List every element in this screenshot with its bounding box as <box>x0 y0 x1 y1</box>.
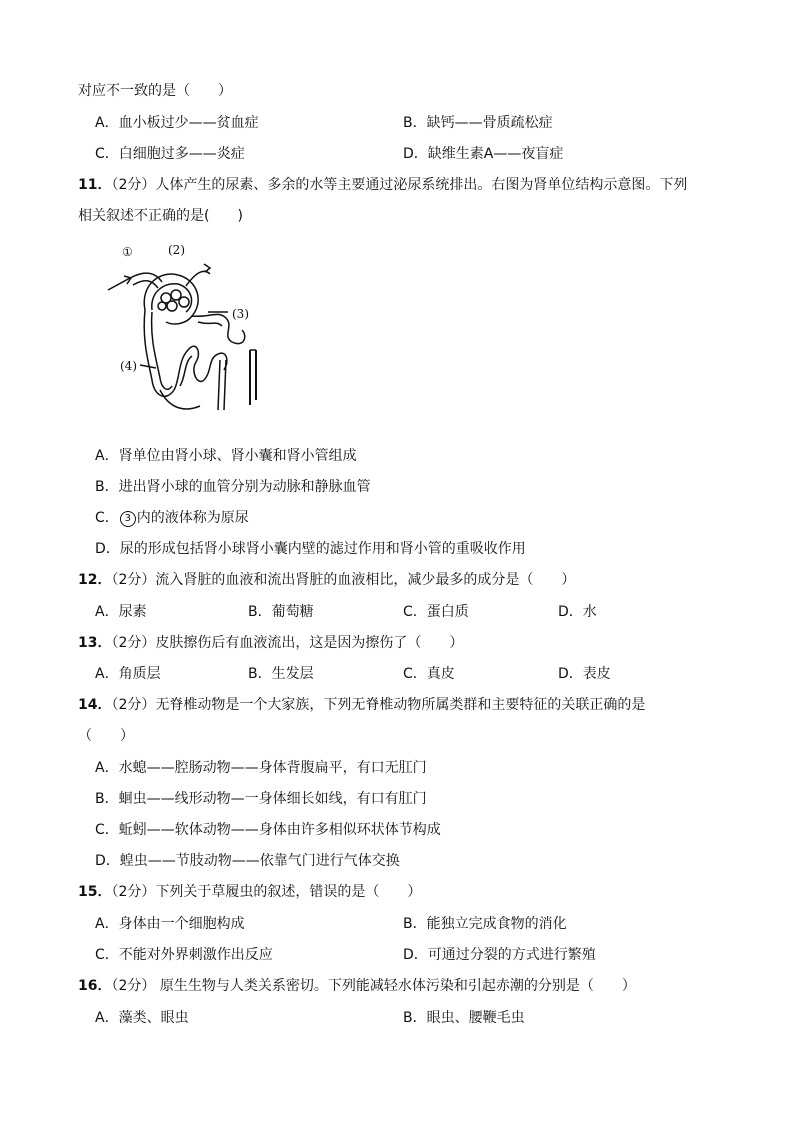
q13-stem <box>78 634 463 652</box>
q15-option-d: D．可通过分裂的方式进行繁殖 <box>403 947 596 963</box>
q11-option-a: A．肾单位由肾小球、肾小囊和肾小管组成 <box>95 448 357 464</box>
q12-option-b: B．葡萄糖 <box>248 604 314 620</box>
q11-option-b: B．进出肾小球的血管分别为动脉和静脉血管 <box>95 479 371 495</box>
label-4-pointer <box>140 365 156 368</box>
figure-label-4: (4) <box>120 359 137 373</box>
q16-number: 16． <box>78 978 112 994</box>
q10-option-a: A．血小板过少——贫血症 <box>95 115 259 131</box>
q14-option-b: B．蛔虫——线形动物—一身体细长如线，有口有肛门 <box>95 791 427 807</box>
q11-option-c <box>95 509 249 527</box>
q10-option-c: C．白细胞过多——炎症 <box>95 146 245 162</box>
q16-option-b: B．眼虫、腰鞭毛虫 <box>403 1010 525 1026</box>
q14-option-a: A．水螅——腔肠动物——身体背腹扁平，有口无肛门 <box>95 760 427 776</box>
q11-option-d: D．尿的形成包括肾小球肾小囊内壁的滤过作用和肾小管的重吸收作用 <box>95 541 526 557</box>
q12-option-d: D．水 <box>558 604 597 620</box>
q15-option-a: A．身体由一个细胞构成 <box>95 916 245 932</box>
q11-option-c-prefix: C． <box>95 510 119 526</box>
q15-option-c: C．不能对外界刺激作出反应 <box>95 947 273 963</box>
q12-number: 12． <box>78 572 112 588</box>
q11-option-c-text: 内的液体称为原尿 <box>136 510 249 526</box>
q14-stem-line2: （ ） <box>78 728 134 744</box>
q13-stem-text: （2分）皮肤擦伤后有血液流出，这是因为擦伤了（ ） <box>111 635 464 651</box>
q15-stem-text: （2分）下列关于草履虫的叙述，错误的是（ ） <box>111 884 422 900</box>
q11-stem-text: （2分）人体产生的尿素、多余的水等主要通过泌尿系统排出。右图为肾单位结构示意图。下列 <box>111 177 688 193</box>
q11-number: 11． <box>78 177 112 193</box>
figure-label-3: (3) <box>232 307 249 321</box>
nephron-diagram <box>100 240 270 420</box>
q15-number: 15． <box>78 884 112 900</box>
q14-stem-line1 <box>78 696 645 714</box>
q16-option-a: A．藻类、眼虫 <box>95 1010 189 1026</box>
q10-option-b: B．缺钙——骨质疏松症 <box>403 115 553 131</box>
q13-number: 13． <box>78 635 112 651</box>
q14-option-c: C．蚯蚓——软体动物——身体由许多相似环状体节构成 <box>95 822 441 838</box>
q13-option-d: D．表皮 <box>558 666 611 682</box>
q12-stem-text: （2分）流入肾脏的血液和流出肾脏的血液相比，减少最多的成分是（ ） <box>111 572 576 588</box>
q14-stem-text: （2分）无脊椎动物是一个大家族，下列无脊椎动物所属类群和主要特征的关联正确的是 <box>111 697 646 713</box>
afferent-arrow <box>108 278 130 290</box>
q14-number: 14． <box>78 697 112 713</box>
q10-option-d: D．缺维生素A——夜盲症 <box>403 146 564 162</box>
q12-option-c: C．蛋白质 <box>403 604 469 620</box>
q14-option-d: D．蝗虫——节肢动物——依靠气门进行气体交换 <box>95 853 400 869</box>
q11-stem-line1 <box>78 176 687 194</box>
figure-label-2: (2) <box>168 243 185 257</box>
q12-option-a: A．尿素 <box>95 604 147 620</box>
q16-stem <box>78 977 636 995</box>
figure-label-1: ① <box>122 245 133 259</box>
q10-stem-tail: 对应不一致的是（ ） <box>78 83 232 99</box>
q15-option-b: B．能独立完成食物的消化 <box>403 916 567 932</box>
q15-stem <box>78 883 421 901</box>
q16-stem-text: （2分） 原生生物与人类关系密切。下列能减轻水体污染和引起赤潮的分别是（ ） <box>111 978 636 994</box>
q13-option-b: B．生发层 <box>248 666 314 682</box>
q13-option-c: C．真皮 <box>403 666 455 682</box>
q12-stem <box>78 571 575 589</box>
circled-3-mark: 3 <box>120 511 136 527</box>
q13-option-a: A．角质层 <box>95 666 161 682</box>
q11-stem-line2: 相关叙述不正确的是( ) <box>78 208 243 224</box>
